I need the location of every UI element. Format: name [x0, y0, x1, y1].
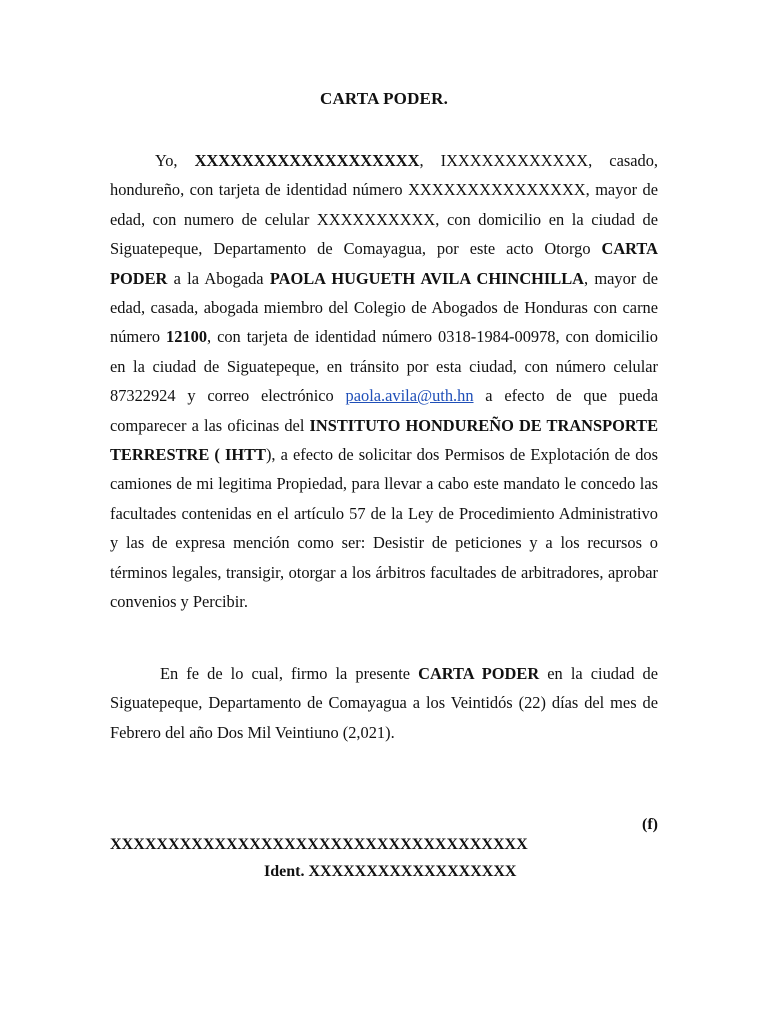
p2-text-1: En fe de lo cual, firmo la presente — [160, 664, 419, 683]
document-title: CARTA PODER. — [319, 89, 449, 108]
carta-poder-bold: CARTA PODER — [418, 664, 540, 683]
p1-text-6: a efecto de que pueda comparecer a las oficinas del — [110, 386, 659, 435]
paragraph-signing-statement — [110, 659, 658, 747]
signature-mark: (f) — [642, 816, 658, 833]
carta-poder-bold: CARTA PODER — [110, 239, 658, 288]
p1-text-4: , mayor de edad, casada, abogada miembro del Colegio de Abogados de Honduras con carne número — [110, 268, 658, 347]
signature-ident: Ident. XXXXXXXXXXXXXXXXXX — [264, 863, 517, 880]
p1-text-1: Yo, — [155, 151, 195, 170]
signature-line: XXXXXXXXXXXXXXXXXXXXXXXXXXXXXXXXXXXX — [110, 836, 528, 853]
attorney-name: PAOLA HUGUETH AVILA CHINCHILLA — [269, 268, 585, 288]
p2-text-2: en la ciudad de Siguatepeque, Departamento de Comayagua a los Veintidós (22) días del mes de Febrero del año Dos Mil Veintiuno (2,021). — [110, 664, 658, 742]
p1-text-2: , IXXXXXXXXXXXX, casado, hondureño, con tarjeta de identidad número XXXXXXXXXXXXXXX, mayor de edad, con numero de celular XXXXXXXXXX, con domicilio en la ciudad de Siguatepeque, Departamento de Comayagua, por este acto Otorgo — [110, 151, 658, 259]
grantor-name: XXXXXXXXXXXXXXXXXXX — [194, 151, 420, 170]
p1-text-7: ), a efecto de solicitar dos Permisos de Explotación de dos camiones de mi legitima Propiedad, para llevar a cabo este mandato le concedo las facultades contenidas en el artículo 57 de la Ley de Procedimiento Administrativo y las de expresa mención como ser: Desistir de peticiones y a los recursos o términos legales, transigir, otorgar a los árbitros facultades de arbitradores, aprobar convenios y Percibir. — [110, 445, 659, 612]
license-number: 12100 — [166, 327, 208, 347]
email-link[interactable]: paola.avila@uth.hn — [345, 386, 474, 406]
institute-name: INSTITUTO HONDUREÑO DE TRANSPORTE TERRESTRE ( IHTT — [110, 415, 659, 465]
p1-text-3: a la Abogada — [167, 268, 270, 288]
p1-text-5: , con tarjeta de identidad número 0318-1984-00978, con domicilio en la ciudad de Siguatepeque, en tránsito por esta ciudad, con número celular 87322924 y correo electrónico — [110, 327, 658, 406]
paragraph-grant-of-power — [110, 146, 658, 617]
